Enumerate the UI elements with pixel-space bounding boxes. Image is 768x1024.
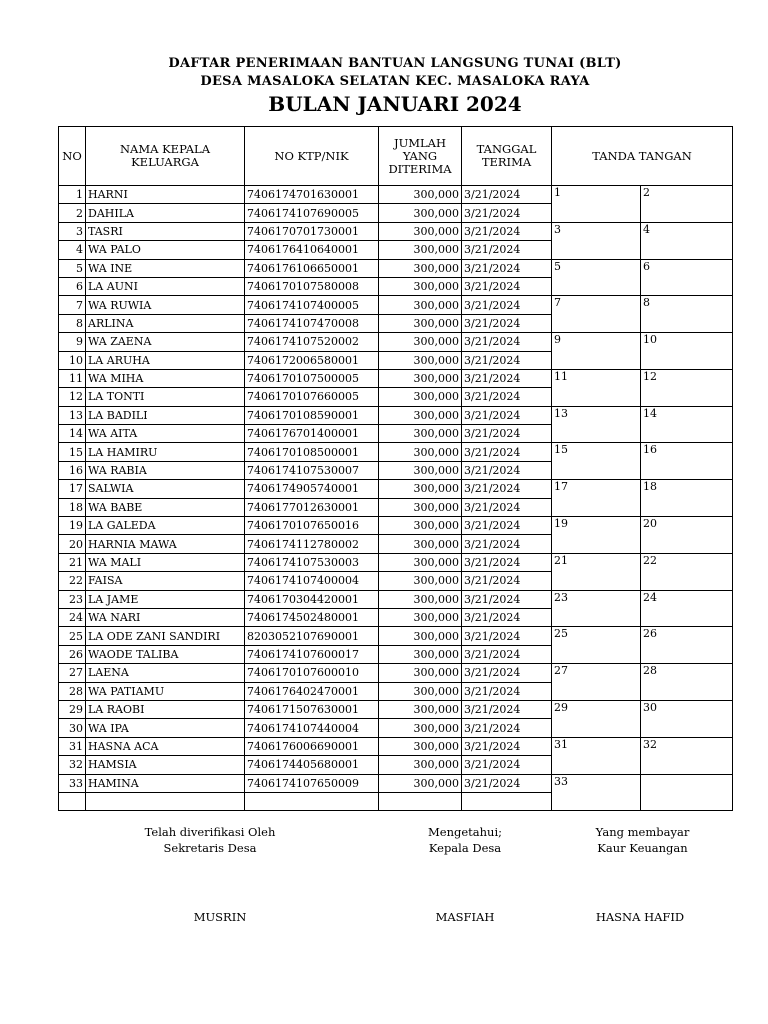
signature-box-right[interactable]: 18 — [641, 480, 733, 517]
cell-jumlah: 300,000 — [379, 443, 462, 461]
cell-no: 1 — [59, 186, 86, 204]
cell-no: 18 — [59, 498, 86, 516]
footer-verifier — [130, 824, 290, 856]
cell-tanggal: 3/21/2024 — [462, 572, 552, 590]
cell-no: 13 — [59, 406, 86, 424]
cell-nama: WA NARI — [86, 608, 245, 626]
cell-nik: 7406176006690001 — [245, 737, 379, 755]
cell-jumlah: 300,000 — [379, 774, 462, 792]
cell-jumlah: 300,000 — [379, 645, 462, 663]
cell-jumlah: 300,000 — [379, 719, 462, 737]
cell-jumlah: 300,000 — [379, 480, 462, 498]
cell-tanggal: 3/21/2024 — [462, 700, 552, 718]
cell-no: 17 — [59, 480, 86, 498]
cell-nama: WA ZAENA — [86, 333, 245, 351]
table-row — [59, 590, 733, 608]
cell-no: 25 — [59, 627, 86, 645]
cell-tanggal: 3/21/2024 — [462, 645, 552, 663]
signature-box-right[interactable]: 14 — [641, 406, 733, 443]
signature-box-right[interactable]: 26 — [641, 627, 733, 664]
cell-nik: 7406171507630001 — [245, 700, 379, 718]
cell-nik: 7406170107500005 — [245, 369, 379, 387]
cell-tanggal: 3/21/2024 — [462, 241, 552, 259]
cell-nik: 8203052107690001 — [245, 627, 379, 645]
signature-box-left[interactable]: 29 — [552, 700, 641, 737]
signature-box-left[interactable]: 31 — [552, 737, 641, 774]
cell-tanggal: 3/21/2024 — [462, 719, 552, 737]
cell-nik: 7406176402470001 — [245, 682, 379, 700]
cell-jumlah: 300,000 — [379, 351, 462, 369]
cell-tanggal: 3/21/2024 — [462, 443, 552, 461]
signature-box-right[interactable]: 4 — [641, 222, 733, 259]
cell-nik: 7406176701400001 — [245, 425, 379, 443]
cell-nama: HARNIA MAWA — [86, 535, 245, 553]
cell-nama: WA BABE — [86, 498, 245, 516]
cell-jumlah: 300,000 — [379, 369, 462, 387]
cell-jumlah: 300,000 — [379, 333, 462, 351]
cell-tanggal: 3/21/2024 — [462, 314, 552, 332]
cell-tanggal: 3/21/2024 — [462, 756, 552, 774]
cell-nama: LA ARUHA — [86, 351, 245, 369]
cell-nama: WA PATIAMU — [86, 682, 245, 700]
cell-tanggal: 3/21/2024 — [462, 737, 552, 755]
signature-box-right[interactable]: 28 — [641, 664, 733, 701]
cell-no: 7 — [59, 296, 86, 314]
cell-nama: WA MIHA — [86, 369, 245, 387]
footer-approver-line1: Mengetahui; — [428, 825, 502, 839]
cell-tanggal: 3/21/2024 — [462, 277, 552, 295]
cell-no: 23 — [59, 590, 86, 608]
cell-no — [59, 792, 86, 810]
cell-tanggal: 3/21/2024 — [462, 498, 552, 516]
signature-box-right[interactable]: 12 — [641, 369, 733, 406]
table-body — [59, 186, 733, 811]
cell-tanggal: 3/21/2024 — [462, 406, 552, 424]
cell-nama: WA RUWIA — [86, 296, 245, 314]
footer-verifier-line1: Telah diverifikasi Oleh — [144, 825, 276, 839]
cell-nik: 7406176410640001 — [245, 241, 379, 259]
cell-no: 33 — [59, 774, 86, 792]
signature-box-right[interactable]: 6 — [641, 259, 733, 296]
cell-nik: 7406174502480001 — [245, 608, 379, 626]
table-row — [59, 700, 733, 718]
cell-no: 32 — [59, 756, 86, 774]
cell-nama: WA RABIA — [86, 461, 245, 479]
cell-nama: WA PALO — [86, 241, 245, 259]
cell-tanggal: 3/21/2024 — [462, 682, 552, 700]
cell-no: 30 — [59, 719, 86, 737]
signature-box-left[interactable]: 13 — [552, 406, 641, 443]
cell-nik: 7406174905740001 — [245, 480, 379, 498]
signature-box-left[interactable]: 33 — [552, 774, 641, 811]
signature-box-right[interactable]: 32 — [641, 737, 733, 774]
cell-no: 29 — [59, 700, 86, 718]
cell-no: 5 — [59, 259, 86, 277]
cell-nik: 7406174107400005 — [245, 296, 379, 314]
cell-nama: WA IPA — [86, 719, 245, 737]
cell-no: 10 — [59, 351, 86, 369]
col-header-nama: NAMA KEPALA KELUARGA — [86, 127, 245, 186]
footer-payer-line1: Yang membayar — [595, 825, 690, 839]
cell-jumlah: 300,000 — [379, 700, 462, 718]
col-header-ktp: NO KTP/NIK — [245, 127, 379, 186]
cell-no: 24 — [59, 608, 86, 626]
cell-no: 26 — [59, 645, 86, 663]
cell-nama: ARLINA — [86, 314, 245, 332]
footer-payer — [570, 824, 715, 856]
signature-box-right[interactable] — [641, 774, 733, 811]
footer-verifier-name: MUSRIN — [193, 910, 247, 924]
table-row — [59, 406, 733, 424]
table-row — [59, 737, 733, 755]
cell-jumlah: 300,000 — [379, 461, 462, 479]
cell-no: 21 — [59, 553, 86, 571]
cell-nama: LAENA — [86, 664, 245, 682]
table-row — [59, 774, 733, 792]
cell-jumlah: 300,000 — [379, 406, 462, 424]
table-row — [59, 186, 733, 204]
footer-approver — [395, 824, 535, 856]
col-header-tanggal: TANGGAL TERIMA — [462, 127, 552, 186]
table-row — [59, 259, 733, 277]
table-row — [59, 222, 733, 240]
cell-nik: 7406170107580008 — [245, 277, 379, 295]
table-row — [59, 553, 733, 571]
cell-tanggal: 3/21/2024 — [462, 222, 552, 240]
cell-no: 31 — [59, 737, 86, 755]
cell-nik: 7406170701730001 — [245, 222, 379, 240]
cell-nik: 7406170304420001 — [245, 590, 379, 608]
signature-box-left[interactable]: 15 — [552, 443, 641, 480]
cell-nama: LA GALEDA — [86, 517, 245, 535]
footer-payer-line2: Kaur Keuangan — [597, 841, 688, 855]
cell-tanggal: 3/21/2024 — [462, 204, 552, 222]
cell-nik: 7406174107600017 — [245, 645, 379, 663]
signature-box-right[interactable]: 22 — [641, 553, 733, 590]
signature-box-right[interactable]: 20 — [641, 517, 733, 554]
footer-approver-line2: Kepala Desa — [428, 841, 502, 855]
signature-box-right[interactable]: 8 — [641, 296, 733, 333]
document-title-line2: DESA MASALOKA SELATAN KEC. MASALOKA RAYA — [200, 74, 590, 89]
cell-jumlah: 300,000 — [379, 572, 462, 590]
cell-tanggal: 3/21/2024 — [462, 535, 552, 553]
cell-nama: LA AUNI — [86, 277, 245, 295]
table-row — [59, 443, 733, 461]
cell-nama: LA ODE ZANI SANDIRI — [86, 627, 245, 645]
signature-box-left[interactable]: 17 — [552, 480, 641, 517]
cell-nik: 7406174107400004 — [245, 572, 379, 590]
signature-box-left[interactable]: 23 — [552, 590, 641, 627]
cell-jumlah: 300,000 — [379, 277, 462, 295]
cell-no: 9 — [59, 333, 86, 351]
cell-tanggal: 3/21/2024 — [462, 608, 552, 626]
cell-jumlah: 300,000 — [379, 498, 462, 516]
cell-tanggal: 3/21/2024 — [462, 774, 552, 792]
cell-nama: TASRI — [86, 222, 245, 240]
cell-no: 6 — [59, 277, 86, 295]
cell-no: 22 — [59, 572, 86, 590]
cell-nama: DAHILA — [86, 204, 245, 222]
cell-jumlah — [379, 792, 462, 810]
cell-nik: 7406174107440004 — [245, 719, 379, 737]
cell-no: 12 — [59, 388, 86, 406]
cell-no: 15 — [59, 443, 86, 461]
cell-jumlah: 300,000 — [379, 222, 462, 240]
signature-box-right[interactable]: 2 — [641, 186, 733, 223]
cell-tanggal: 3/21/2024 — [462, 461, 552, 479]
cell-no: 20 — [59, 535, 86, 553]
cell-nama: WA AITA — [86, 425, 245, 443]
cell-tanggal: 3/21/2024 — [462, 296, 552, 314]
footer-payer-name: HASNA HAFID — [595, 910, 685, 924]
table-header-row — [59, 127, 733, 186]
cell-tanggal: 3/21/2024 — [462, 425, 552, 443]
cell-nama: HAMINA — [86, 774, 245, 792]
cell-no: 2 — [59, 204, 86, 222]
cell-tanggal: 3/21/2024 — [462, 351, 552, 369]
cell-no: 11 — [59, 369, 86, 387]
cell-nik: 7406170107600010 — [245, 664, 379, 682]
cell-tanggal: 3/21/2024 — [462, 480, 552, 498]
footer-verifier-line2: Sekretaris Desa — [163, 841, 257, 855]
cell-nama: LA HAMIRU — [86, 443, 245, 461]
cell-no: 3 — [59, 222, 86, 240]
cell-tanggal: 3/21/2024 — [462, 186, 552, 204]
table-row — [59, 296, 733, 314]
cell-jumlah: 300,000 — [379, 590, 462, 608]
cell-no: 14 — [59, 425, 86, 443]
footer-approver-name: MASFIAH — [435, 910, 495, 924]
signature-box-left[interactable]: 1 — [552, 186, 641, 223]
cell-nama: WA MALI — [86, 553, 245, 571]
cell-jumlah: 300,000 — [379, 259, 462, 277]
cell-nama — [86, 792, 245, 810]
cell-nik: 7406170107660005 — [245, 388, 379, 406]
cell-nik — [245, 792, 379, 810]
table-row — [59, 480, 733, 498]
signature-box-left[interactable]: 5 — [552, 259, 641, 296]
cell-no: 4 — [59, 241, 86, 259]
col-header-tanda-tangan: TANDA TANGAN — [552, 127, 733, 186]
cell-nik: 7406170107650016 — [245, 517, 379, 535]
signature-box-right[interactable]: 16 — [641, 443, 733, 480]
cell-nama: WAODE TALIBA — [86, 645, 245, 663]
cell-jumlah: 300,000 — [379, 296, 462, 314]
cell-nama: LA BADILI — [86, 406, 245, 424]
cell-jumlah: 300,000 — [379, 627, 462, 645]
cell-jumlah: 300,000 — [379, 241, 462, 259]
cell-no: 8 — [59, 314, 86, 332]
cell-tanggal: 3/21/2024 — [462, 627, 552, 645]
cell-nik: 7406174107650009 — [245, 774, 379, 792]
cell-jumlah: 300,000 — [379, 388, 462, 406]
cell-nama: HAMSIA — [86, 756, 245, 774]
signature-box-left[interactable]: 3 — [552, 222, 641, 259]
cell-nik: 7406174107690005 — [245, 204, 379, 222]
cell-jumlah: 300,000 — [379, 608, 462, 626]
signature-box-left[interactable]: 7 — [552, 296, 641, 333]
signature-box-left[interactable]: 21 — [552, 553, 641, 590]
col-header-jumlah: JUMLAH YANG DITERIMA — [379, 127, 462, 186]
table-row — [59, 664, 733, 682]
document-title-month: BULAN JANUARI 2024 — [268, 92, 522, 116]
cell-nik: 7406174112780002 — [245, 535, 379, 553]
cell-tanggal: 3/21/2024 — [462, 259, 552, 277]
signature-box-right[interactable]: 24 — [641, 590, 733, 627]
cell-jumlah: 300,000 — [379, 737, 462, 755]
cell-tanggal: 3/21/2024 — [462, 369, 552, 387]
cell-nik: 7406176106650001 — [245, 259, 379, 277]
signature-box-left[interactable]: 19 — [552, 517, 641, 554]
cell-nama: FAISA — [86, 572, 245, 590]
cell-nik: 7406174107470008 — [245, 314, 379, 332]
cell-no: 19 — [59, 517, 86, 535]
cell-nik: 7406174107520002 — [245, 333, 379, 351]
signature-box-left[interactable]: 27 — [552, 664, 641, 701]
cell-nama: LA RAOBI — [86, 700, 245, 718]
cell-jumlah: 300,000 — [379, 204, 462, 222]
cell-nik: 7406172006580001 — [245, 351, 379, 369]
cell-nama: HASNA ACA — [86, 737, 245, 755]
cell-jumlah: 300,000 — [379, 535, 462, 553]
cell-jumlah: 300,000 — [379, 682, 462, 700]
cell-nik: 7406170108500001 — [245, 443, 379, 461]
table-row — [59, 369, 733, 387]
cell-nik: 7406174405680001 — [245, 756, 379, 774]
cell-tanggal: 3/21/2024 — [462, 664, 552, 682]
cell-jumlah: 300,000 — [379, 314, 462, 332]
cell-tanggal — [462, 792, 552, 810]
cell-nik: 7406174107530007 — [245, 461, 379, 479]
signature-box-left[interactable]: 9 — [552, 333, 641, 370]
recipient-table — [58, 126, 733, 811]
document-title-line1: DAFTAR PENERIMAAN BANTUAN LANGSUNG TUNAI (BLT) — [168, 56, 622, 71]
cell-jumlah: 300,000 — [379, 186, 462, 204]
cell-jumlah: 300,000 — [379, 756, 462, 774]
cell-jumlah: 300,000 — [379, 664, 462, 682]
cell-no: 27 — [59, 664, 86, 682]
table-row — [59, 333, 733, 351]
cell-tanggal: 3/21/2024 — [462, 333, 552, 351]
cell-tanggal: 3/21/2024 — [462, 553, 552, 571]
cell-nama: WA INE — [86, 259, 245, 277]
cell-nik: 7406174701630001 — [245, 186, 379, 204]
cell-no: 28 — [59, 682, 86, 700]
signature-box-right[interactable]: 30 — [641, 700, 733, 737]
cell-jumlah: 300,000 — [379, 553, 462, 571]
cell-nama: SALWIA — [86, 480, 245, 498]
cell-tanggal: 3/21/2024 — [462, 590, 552, 608]
table-row — [59, 627, 733, 645]
table-row — [59, 517, 733, 535]
signature-box-left[interactable]: 11 — [552, 369, 641, 406]
cell-nama: LA TONTI — [86, 388, 245, 406]
cell-tanggal: 3/21/2024 — [462, 517, 552, 535]
cell-nama: LA JAME — [86, 590, 245, 608]
cell-jumlah: 300,000 — [379, 517, 462, 535]
signature-box-left[interactable]: 25 — [552, 627, 641, 664]
cell-tanggal: 3/21/2024 — [462, 388, 552, 406]
cell-nik: 7406177012630001 — [245, 498, 379, 516]
cell-nama: HARNI — [86, 186, 245, 204]
col-header-no: NO — [59, 127, 86, 186]
cell-nik: 7406170108590001 — [245, 406, 379, 424]
signature-box-right[interactable]: 10 — [641, 333, 733, 370]
cell-jumlah: 300,000 — [379, 425, 462, 443]
cell-no: 16 — [59, 461, 86, 479]
cell-nik: 7406174107530003 — [245, 553, 379, 571]
